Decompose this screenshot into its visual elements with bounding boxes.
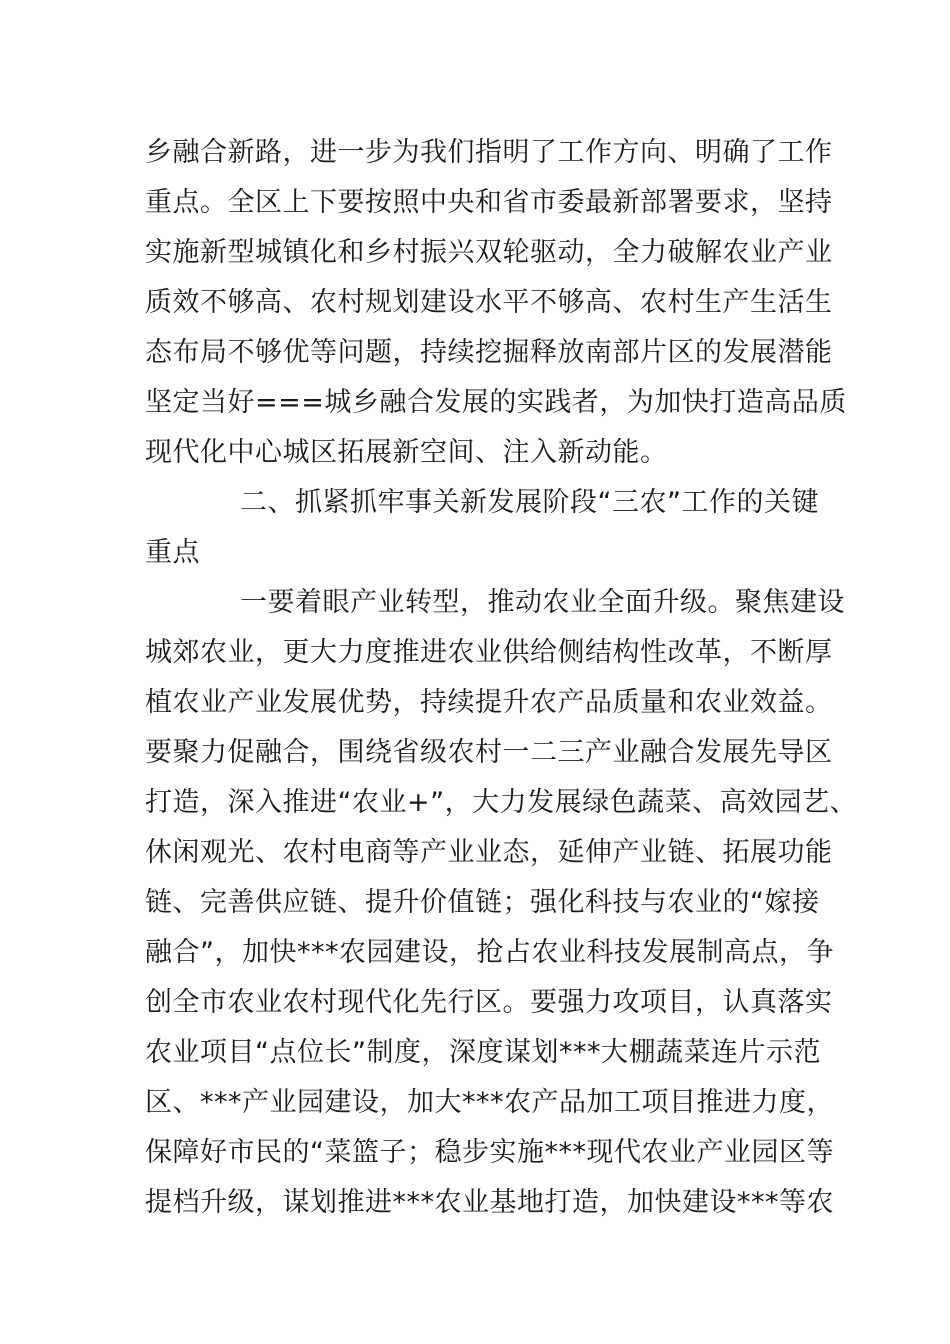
text-line: 提档升级，谋划推进***农业基地打造，加快建设***等农 <box>145 1187 834 1218</box>
paragraph-start: 一要着眼产业转型，推动农业全面升级。聚焦建设 <box>240 587 845 618</box>
text-line: 打造，深入推进“农业+”，大力发展绿色蔬菜、高效园艺、 <box>145 787 858 818</box>
text-line: 要聚力促融合，围绕省级农村一二三产业融合发展先导区 <box>145 737 833 768</box>
text-line: 现代化中心城区拓展新空间、注入新动能。 <box>145 437 668 468</box>
text-line: 植农业产业发展优势，持续提升农产品质量和农业效益。 <box>145 687 833 718</box>
text-line: 区、***产业园建设，加大***农产品加工项目推进力度， <box>145 1087 834 1118</box>
section-heading: 二、抓紧抓牢事关新发展阶段“三农”工作的关键 <box>240 487 819 518</box>
text-line: 实施新型城镇化和乡村振兴双轮驱动，全力破解农业产业 <box>145 237 833 268</box>
text-line: 创全市农业农村现代化先行区。要强力攻项目，认真落实 <box>145 987 833 1018</box>
text-line: 保障好市民的“菜篮子；稳步实施***现代农业产业园区等 <box>145 1137 834 1168</box>
text-line: 融合”，加快***农园建设，抢占农业科技发展制高点，争 <box>145 937 834 968</box>
text-line: 休闲观光、农村电商等产业业态，延伸产业链、拓展功能 <box>145 837 833 868</box>
text-line: 坚定当好===城乡融合发展的实践者，为加快打造高品质 <box>145 387 847 418</box>
section-heading-continued: 重点 <box>145 537 200 568</box>
text-line: 农业项目“点位长”制度，深度谋划***大棚蔬菜连片示范 <box>145 1037 821 1068</box>
text-line: 城郊农业，更大力度推进农业供给侧结构性改革，不断厚 <box>145 637 833 668</box>
text-line: 质效不够高、农村规划建设水平不够高、农村生产生活生 <box>145 287 833 318</box>
text-line: 链、完善供应链、提升价值链；强化科技与农业的“嫁接 <box>145 887 820 918</box>
text-line: 重点。全区上下要按照中央和省市委最新部署要求，坚持 <box>145 187 833 218</box>
text-line: 态布局不够优等问题，持续挖掘释放南部片区的发展潜能 <box>145 337 833 368</box>
text-line: 乡融合新路，进一步为我们指明了工作方向、明确了工作 <box>145 137 833 168</box>
